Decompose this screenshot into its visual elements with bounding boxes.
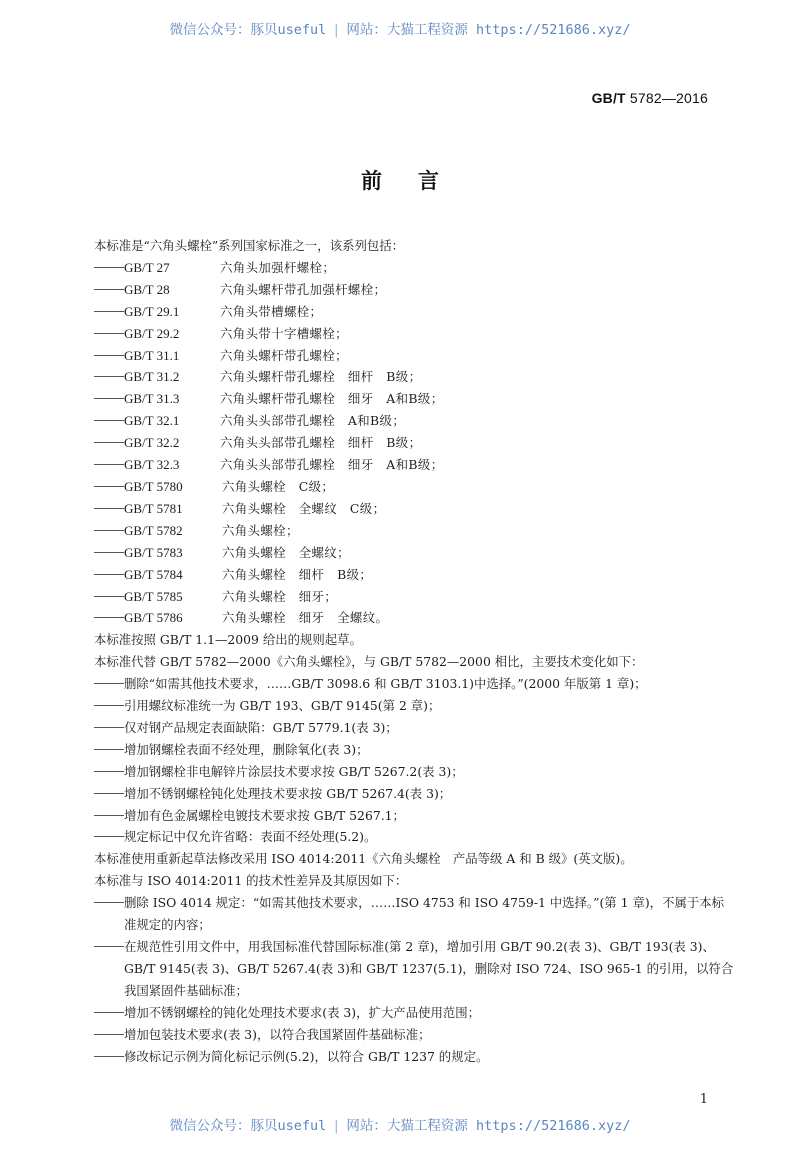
difference-item: 修改标记示例为简化标记示例(5.2)，以符合 GB/T 1237 的规定。: [94, 1046, 734, 1068]
change-item: 增加钢螺栓表面不经处理，删除氧化(表 3)；: [94, 739, 734, 761]
standard-code: 5782—2016: [629, 90, 708, 106]
watermark-website: 网站：大猫工程资源 https://521686.xyz/: [346, 1118, 631, 1134]
standard-prefix: GB/T: [591, 90, 626, 106]
dash-marker: [94, 355, 124, 356]
series-item: GB/T 5785 六角头螺栓 细牙；: [94, 586, 734, 608]
dash-marker: [94, 289, 124, 290]
dash-marker: [94, 1012, 124, 1013]
series-item: GB/T 29.1 六角头带槽螺栓；: [94, 301, 734, 323]
series-item: GB/T 28 六角头螺杆带孔加强杆螺栓；: [94, 279, 734, 301]
dash-marker: [94, 1034, 124, 1035]
series-item: GB/T 5784 六角头螺栓 细杆 B级；: [94, 564, 734, 586]
series-item: GB/T 31.2 六角头螺杆带孔螺栓 细杆 B级；: [94, 366, 734, 388]
series-item: GB/T 32.1 六角头头部带孔螺栓 A和B级；: [94, 410, 734, 432]
change-item: 规定标记中仅允许省略：表面不经处理(5.2)。: [94, 826, 734, 848]
watermark-wechat: 微信公众号：豚贝useful: [169, 1118, 327, 1134]
series-item: GB/T 31.3 六角头螺杆带孔螺栓 细牙 A和B级；: [94, 388, 734, 410]
dash-marker: [94, 530, 124, 531]
dash-marker: [94, 311, 124, 312]
dash-marker: [94, 683, 124, 684]
series-item: GB/T 5786 六角头螺栓 细牙 全螺纹。: [94, 607, 734, 629]
page-title: 前言: [361, 169, 475, 193]
watermark-website: 网站：大猫工程资源 https://521686.xyz/: [346, 22, 631, 38]
dash-marker: [94, 486, 124, 487]
dash-marker: [94, 420, 124, 421]
intro-paragraph: 本标准是“六角头螺栓”系列国家标准之一，该系列包括：: [94, 238, 405, 253]
watermark-header: [0, 18, 800, 38]
change-item: 增加钢螺栓非电解锌片涂层技术要求按 GB/T 5267.2(表 3)；: [94, 761, 734, 783]
difference-item: 增加包装技术要求(表 3)，以符合我国紧固件基础标准；: [94, 1024, 734, 1046]
dash-marker: [94, 771, 124, 772]
dash-marker: [94, 617, 124, 618]
change-item: 增加有色金属螺栓电镀技术要求按 GB/T 5267.1；: [94, 805, 734, 827]
differences-intro: 本标准与 ISO 4014:2011 的技术性差异及其原因如下：: [94, 873, 408, 889]
watermark-wechat: 微信公众号：豚贝useful: [169, 22, 327, 38]
dash-marker: [94, 596, 124, 597]
change-item: 仅对钢产品规定表面缺陷：GB/T 5779.1(表 3)；: [94, 717, 734, 739]
change-item: 删除“如需其他技术要求，……GB/T 3098.6 和 GB/T 3103.1)中选择。”(2000 年版第 1 章)；: [94, 673, 734, 695]
series-item: GB/T 5780 六角头螺栓 C级；: [94, 476, 734, 498]
change-item: 引用螺纹标准统一为 GB/T 193、GB/T 9145(第 2 章)；: [94, 695, 734, 717]
series-item: GB/T 32.2 六角头头部带孔螺栓 细杆 B级；: [94, 432, 734, 454]
dash-marker: [94, 902, 124, 903]
dash-marker: [94, 1056, 124, 1057]
dash-marker: [94, 376, 124, 377]
series-item: GB/T 29.2 六角头带十字槽螺栓；: [94, 323, 734, 345]
differences-list: [94, 892, 734, 1067]
standard-number: [592, 90, 708, 106]
dash-marker: [94, 442, 124, 443]
series-item: GB/T 5781 六角头螺栓 全螺纹 C级；: [94, 498, 734, 520]
watermark-separator: |: [332, 1118, 341, 1134]
difference-item: 增加不锈钢螺栓的钝化处理技术要求(表 3)，扩大产品使用范围；: [94, 1002, 734, 1024]
watermark-footer: [0, 1114, 800, 1134]
dash-marker: [94, 946, 124, 947]
dash-marker: [94, 552, 124, 553]
series-item: GB/T 27 六角头加强杆螺栓；: [94, 257, 734, 279]
dash-marker: [94, 267, 124, 268]
dash-marker: [94, 398, 124, 399]
watermark-separator: |: [332, 22, 341, 38]
series-list: [94, 257, 734, 629]
change-item: 增加不锈钢螺栓钝化处理技术要求按 GB/T 5267.4(表 3)；: [94, 783, 734, 805]
series-item: GB/T 5782 六角头螺栓；: [94, 520, 734, 542]
dash-marker: [94, 705, 124, 706]
drafting-rule-paragraph: 本标准按照 GB/T 1.1—2009 给出的规则起草。: [94, 632, 362, 648]
series-item: GB/T 32.3 六角头头部带孔螺栓 细牙 A和B级；: [94, 454, 734, 476]
dash-marker: [94, 793, 124, 794]
dash-marker: [94, 727, 124, 728]
replaces-paragraph: 本标准代替 GB/T 5782—2000《六角头螺栓》，与 GB/T 5782—2000 相比，主要技术变化如下：: [94, 654, 644, 670]
adoption-paragraph: 本标准使用重新起草法修改采用 ISO 4014:2011《六角头螺栓 产品等级 A 和 B 级》(英文版)。: [94, 851, 633, 867]
dash-marker: [94, 508, 124, 509]
dash-marker: [94, 836, 124, 837]
dash-marker: [94, 464, 124, 465]
difference-item: 在规范性引用文件中，用我国标准代替国际标准(第 2 章)，增加引用 GB/T 90.2(表 3)、GB/T 193(表 3)、GB/T 9145(表 3)、GB/T 5267.4(表 3)和 GB/T 1237(5.1)，删除对 ISO 724、ISO 965-1 的引用，以符合我国紧固件基础标准；: [94, 936, 734, 1002]
foreword-body: [94, 235, 734, 1067]
dash-marker: [94, 333, 124, 334]
dash-marker: [94, 749, 124, 750]
page-number: 1: [699, 1092, 708, 1107]
changes-list: [94, 673, 734, 848]
dash-marker: [94, 574, 124, 575]
series-item: GB/T 31.1 六角头螺杆带孔螺栓；: [94, 345, 734, 367]
difference-item: 删除 ISO 4014 规定：“如需其他技术要求，……ISO 4753 和 ISO 4759-1 中选择。”(第 1 章)，不属于本标准规定的内容；: [94, 892, 734, 936]
dash-marker: [94, 815, 124, 816]
series-item: GB/T 5783 六角头螺栓 全螺纹；: [94, 542, 734, 564]
